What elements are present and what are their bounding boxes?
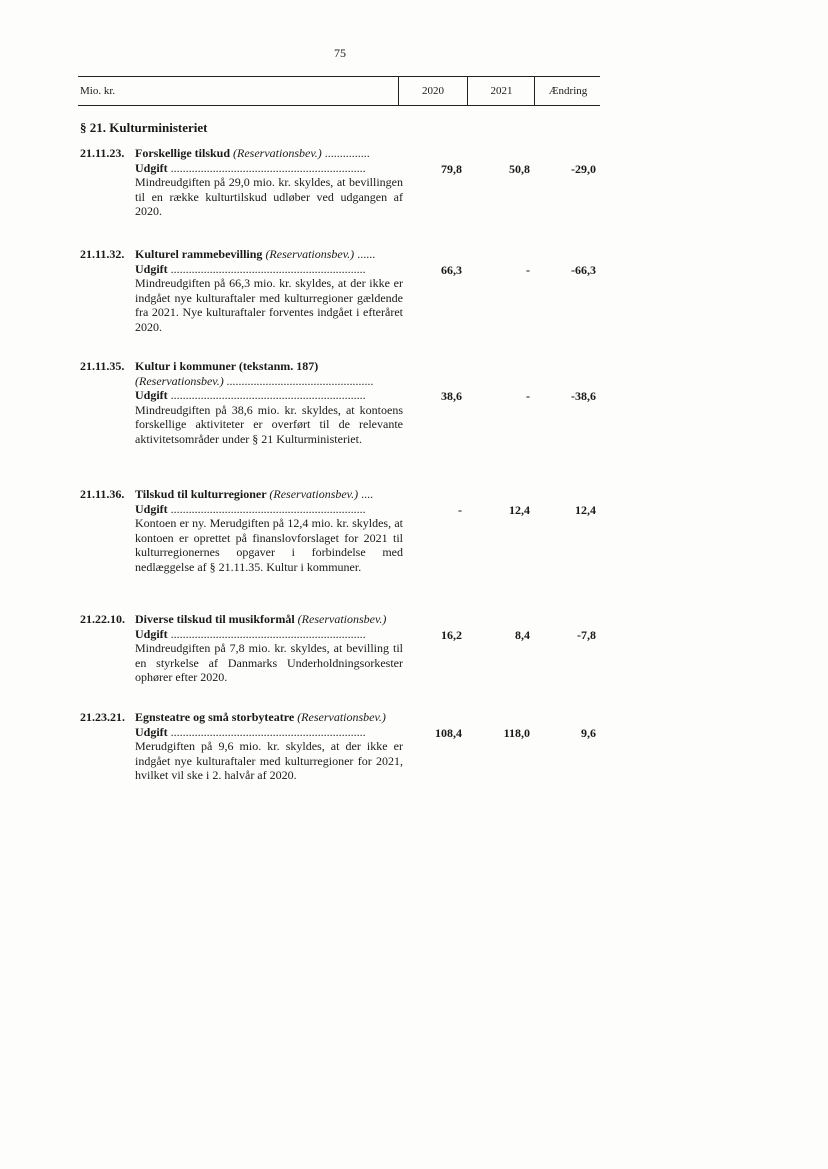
value-2020: 66,3 bbox=[441, 263, 462, 277]
column-change: Ændring bbox=[534, 77, 601, 105]
leader-dots: ................................................................. bbox=[170, 724, 366, 739]
section-title: § 21. Kulturministeriet bbox=[80, 120, 208, 135]
value-change: 12,4 bbox=[575, 503, 596, 517]
account-code: 21.11.23. bbox=[80, 146, 125, 160]
entry-title bbox=[135, 612, 403, 627]
entry-title-text: Diverse tilskud til musikformål bbox=[135, 612, 298, 626]
value-change: -29,0 bbox=[571, 162, 596, 176]
value-2021: 50,8 bbox=[509, 162, 530, 176]
value-2020: 16,2 bbox=[441, 628, 462, 642]
account-code: 21.11.32. bbox=[80, 247, 125, 261]
udgift-label: Udgift bbox=[135, 724, 171, 739]
account-code: 21.23.21. bbox=[80, 710, 125, 724]
account-code: 21.22.10. bbox=[80, 612, 125, 626]
entry-title-text: Kulturel rammebevilling bbox=[135, 247, 266, 261]
entry-description: Merudgiften på 9,6 mio. kr. skyldes, at der ikke er indgået nye kulturaftaler med kulturregioner for 2021, hvilket vil ske i 2. halvår af 2020. bbox=[135, 739, 403, 782]
value-2020: 38,6 bbox=[441, 389, 462, 403]
column-2020: 2020 bbox=[398, 77, 467, 105]
entry-title bbox=[135, 247, 403, 262]
value-2021: 12,4 bbox=[509, 503, 530, 517]
entry-description: Mindreudgiften på 29,0 mio. kr. skyldes, at bevillingen til en række kulturtilskud udløber ved udgangen af 2020. bbox=[135, 175, 403, 218]
entry-description: Kontoen er ny. Merudgiften på 12,4 mio. kr. skyldes, at kontoen er oprettet på finanslovforslaget for 2021 til kulturregionernes opgaver i forbindelse med nedlæggelse af § 21.11.35. Kultur i kommuner. bbox=[135, 516, 403, 574]
udgift-label: Udgift bbox=[135, 626, 171, 641]
leader-dots: ................................................................. bbox=[170, 501, 366, 516]
page-number: 75 bbox=[334, 46, 346, 60]
udgift-label: Udgift bbox=[135, 160, 171, 175]
value-2020: 108,4 bbox=[435, 726, 462, 740]
entry-title-text: Forskellige tilskud bbox=[135, 146, 234, 160]
value-change: 9,6 bbox=[581, 726, 596, 740]
value-2021: 118,0 bbox=[503, 726, 530, 740]
reservation-line bbox=[135, 374, 403, 389]
leader-dots: ................................................................. bbox=[170, 388, 366, 402]
reservation-note: (Reservationsbev.) bbox=[135, 373, 224, 388]
value-change: -7,8 bbox=[577, 628, 596, 642]
udgift-label: Udgift bbox=[135, 501, 171, 516]
value-2020: - bbox=[458, 503, 462, 517]
entry-title-text: Egnsteatre og små storbyteatre bbox=[135, 710, 298, 724]
entry-title-text: Tilskud til kulturregioner bbox=[135, 487, 270, 501]
column-header bbox=[78, 76, 600, 106]
leader-dots: .... bbox=[358, 487, 374, 501]
leader-dots: ................................................................. bbox=[170, 261, 366, 276]
leader-dots: ................................................................. bbox=[170, 626, 366, 641]
udgift-line bbox=[135, 262, 403, 277]
udgift-line bbox=[135, 725, 403, 740]
entry-description: Mindreudgiften på 66,3 mio. kr. skyldes, at der ikke er indgået nye kulturaftaler med kulturregioner gældende fra 2021. Nye kulturaftaler forventes indgået i efteråret 2020. bbox=[135, 276, 403, 334]
value-2021: 8,4 bbox=[515, 628, 530, 642]
reservation-note: (Reservationsbev.) bbox=[233, 146, 322, 160]
entry-title bbox=[135, 359, 403, 374]
udgift-label: Udgift bbox=[135, 261, 171, 276]
entry-description: Mindreudgiften på 38,6 mio. kr. skyldes, at kontoens forskellige aktiviteter er overført til de relevante aktivitetsområder under § 21 Kulturministeriet. bbox=[135, 402, 403, 446]
column-2021: 2021 bbox=[467, 77, 535, 105]
reservation-note: (Reservationsbev.) bbox=[269, 487, 359, 501]
value-2021: - bbox=[526, 389, 530, 403]
unit-label: Mio. kr. bbox=[80, 85, 116, 97]
entry-title bbox=[135, 710, 403, 725]
leader-dots: ............... bbox=[321, 146, 370, 160]
entry-title-text: Kultur i kommuner (tekstanm. 187) bbox=[135, 359, 319, 373]
entry-title bbox=[135, 487, 403, 502]
leader-dots: ................................................. bbox=[223, 373, 374, 388]
udgift-line bbox=[135, 627, 403, 642]
entry-description: Mindreudgiften på 7,8 mio. kr. skyldes, at bevilling til en styrkelse af Danmarks Underholdningsorkester ophører efter 2020. bbox=[135, 641, 403, 684]
udgift-line bbox=[135, 161, 403, 176]
leader-dots: ................................................................. bbox=[170, 160, 366, 175]
value-change: -38,6 bbox=[571, 389, 596, 403]
value-2020: 79,8 bbox=[441, 162, 462, 176]
udgift-label: Udgift bbox=[135, 388, 171, 402]
entry-title bbox=[135, 146, 403, 161]
reservation-note: (Reservationsbev.) bbox=[297, 612, 387, 626]
account-code: 21.11.35. bbox=[80, 359, 125, 373]
value-change: -66,3 bbox=[571, 263, 596, 277]
value-2021: - bbox=[526, 263, 530, 277]
udgift-line bbox=[135, 502, 403, 517]
account-code: 21.11.36. bbox=[80, 487, 125, 501]
reservation-note: (Reservationsbev.) bbox=[297, 710, 386, 724]
leader-dots: ...... bbox=[354, 247, 376, 261]
udgift-line bbox=[135, 388, 403, 403]
reservation-note: (Reservationsbev.) bbox=[265, 247, 355, 261]
